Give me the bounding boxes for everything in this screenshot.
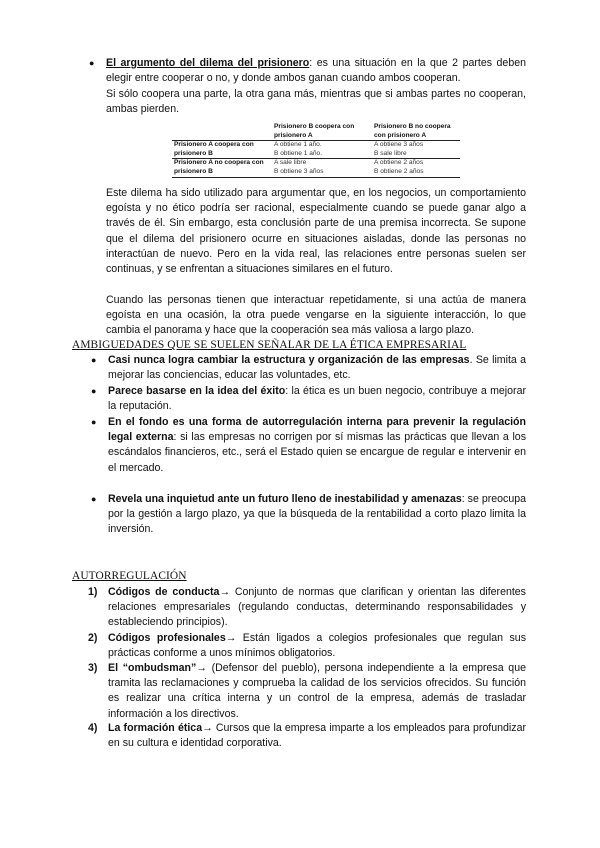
table-corner-cell — [172, 123, 272, 141]
list-item-text: : si las empresas no corrigen por sí mismas las prácticas que llevan a los escándalos financieros, etc., será el Estado quien se encargue de regular e intervenir en el mercado. — [108, 431, 526, 474]
item-text: → Cursos que la empresa imparte a los empleados para profundizar en su cultura e identidad corporativa. — [108, 722, 526, 750]
dilema-definition: : es una situación en la que 2 partes deben elegir entre cooperar o no, y donde ambos ganan cuando ambos cooperan. — [106, 57, 526, 85]
section-heading-ambiguedades: AMBIGUEDADES QUE SE SUELEN SEÑALAR DE LA ÉTICA EMPRESARIAL — [72, 339, 467, 351]
bullet-icon: ● — [89, 58, 95, 68]
list-item-bold: Revela una inquietud ante un futuro lleno de inestabilidad y amenazas — [108, 493, 462, 505]
table-cell — [372, 159, 460, 177]
table-cell-line: B obtiene 1 año. — [274, 149, 323, 157]
dilema-bullet — [89, 56, 526, 86]
prisoner-dilemma-table — [172, 123, 460, 178]
dilema-paragraph-4: Cuando las personas tienen que interactuar repetidamente, si una actúa de manera egoísta en una ocasión, la otra puede vengarse en la siguiente interacción, lo que cambia el panorama y hace que la cooperación sea más valiosa a largo plazo. — [106, 294, 526, 337]
dilema-title: El argumento del dilema del prisionero — [106, 57, 310, 69]
item-bold: El “ombudsman” — [108, 662, 197, 674]
table-cell-line: A obtiene 1 año. — [274, 141, 322, 149]
item-bold: Códigos profesionales — [108, 632, 226, 644]
table-cell-line: B obtiene 3 años — [274, 167, 324, 175]
item-number: 3) — [88, 662, 98, 674]
list-item-bold: Casi nunca logra cambiar la estructura y organización de las empresas — [108, 354, 470, 366]
item-text: → Están ligados a colegios profesionales que regulan sus prácticas conforme a unos mínimos obligatorios. — [108, 632, 526, 660]
table-cell-line: A sale libre — [274, 159, 307, 167]
bullet-icon: ● — [91, 494, 97, 504]
item-text: → Conjunto de normas que clarifican y orientan las diferentes relaciones empresariales (regulando conductas, determinando responsabilidades y estableciendo principios). — [108, 586, 526, 629]
table-cell — [272, 141, 372, 159]
list-item-bold: En el fondo es una forma de autorregulación interna para prevenir la regulación legal externa — [108, 416, 526, 444]
bullet-icon: ● — [91, 355, 97, 365]
table-cell-line: B obtiene 2 años — [374, 167, 424, 175]
item-text: → (Defensor del pueblo), persona independiente a la empresa que tramita las reclamaciones y comprueba la calidad de los servicios ofrecidos. Su función es realizar una crítica interna y un control de la empresa, además de trasladar información a los directivos. — [108, 662, 526, 720]
item-bold: Códigos de conducta — [108, 586, 220, 598]
dilema-paragraph-3: Este dilema ha sido utilizado para argumentar que, en los negocios, un comportamiento egoísta y no ético podría ser racional, especialmente cuando se puede ganar algo a través de él. Sin embargo, esta conclusión parte de una premisa incorrecta. Se supone que el dilema del prisionero ocurre en situaciones aisladas, donde las personas no interactúan de nuevo. Pero en la vida real, las relaciones entre personas suelen ser continuas, y se enfrentan a situaciones similares en el futuro. — [106, 187, 526, 276]
table-cell-line: A obtiene 3 años — [374, 141, 424, 149]
item-number: 1) — [88, 586, 98, 598]
bullet-icon: ● — [91, 386, 97, 396]
item-number: 4) — [88, 722, 98, 734]
table-col-header-1: Prisionero B coopera con prisionero A — [272, 123, 372, 141]
table-row-header-a: Prisionero A coopera con prisionero B — [172, 141, 272, 159]
table-cell — [272, 159, 372, 177]
bullet-icon: ● — [91, 417, 97, 427]
list-item — [91, 384, 526, 414]
table-cell-line: B sale libre — [374, 149, 407, 157]
dilema-paragraph-2: Si sólo coopera una parte, la otra gana más, mientras que si ambas partes no cooperan, ambas pierden. — [106, 88, 526, 116]
item-bold: La formación ética — [108, 722, 203, 734]
item-number: 2) — [88, 632, 98, 644]
numbered-item — [88, 631, 526, 661]
numbered-item — [88, 585, 526, 631]
numbered-item — [88, 721, 526, 751]
table-cell — [372, 141, 460, 159]
list-item — [91, 415, 526, 476]
list-item — [91, 492, 526, 538]
list-item-text: . Se limita a mejorar las conciencias, educar las voluntades, etc. — [108, 354, 526, 382]
table-cell-line: A obtiene 2 años — [374, 159, 424, 167]
list-item-bold: Parece basarse en la idea del éxito — [108, 385, 286, 397]
section-heading-autorregulacion: AUTORREGULACIÓN — [72, 570, 187, 582]
table-row-header-b: Prisionero A no coopera con prisionero B — [172, 159, 272, 177]
numbered-item — [88, 661, 526, 722]
list-item-text: : la ética es un buen negocio, contribuye a mejorar la reputación. — [108, 385, 526, 413]
list-item — [91, 353, 526, 383]
list-item-text: : se preocupa por la gestión a largo plazo, ya que la búsqueda de la rentabilidad a corto plazo limita la inversión. — [108, 493, 526, 536]
table-col-header-2: Prisionero B no coopera con prisionero A — [372, 123, 460, 141]
